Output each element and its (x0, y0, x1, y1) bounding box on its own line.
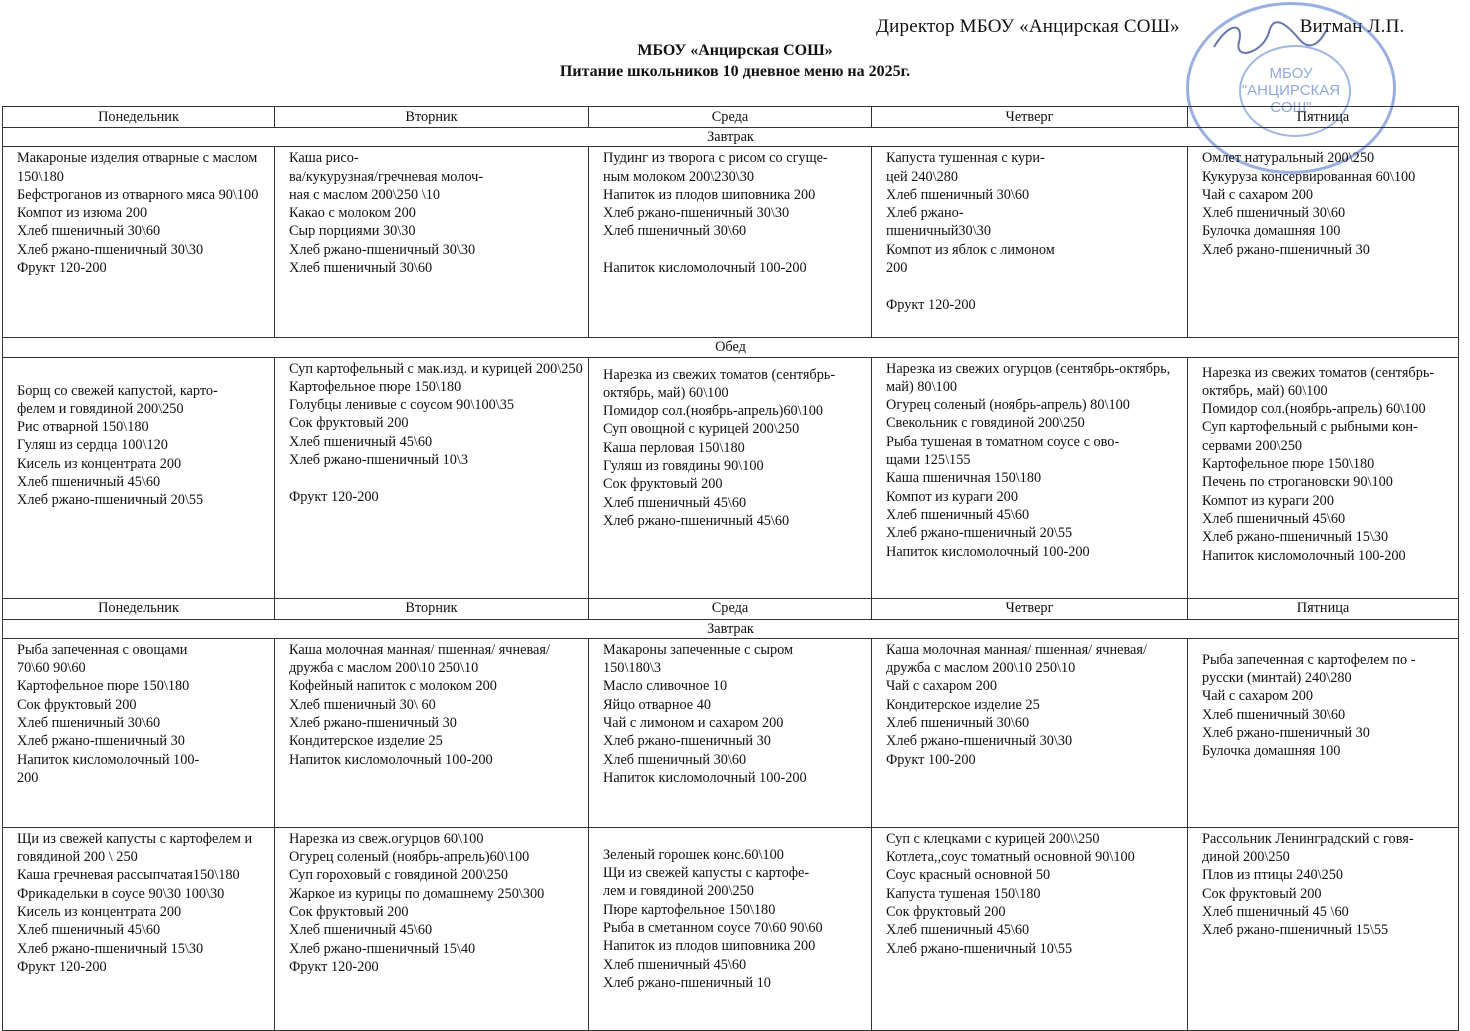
day-header: Вторник (275, 107, 589, 128)
meal-header-breakfast: Завтрак (3, 619, 1459, 638)
day-header: Понедельник (3, 598, 275, 619)
menu-cell: Борщ со свежей капустой, карто- фелем и говядиной 200\250 Рис отварной 150\180 Гуляш из сердца 100\120 Кисель из концентрата 200 Хлеб пшеничный 45\60 Хлеб ржано-пшеничный 20\55 (3, 357, 275, 598)
menu-cell: Нарезка из свежих огурцов (сентябрь-октябрь, май) 80\100 Огурец соленый (ноябрь-апрель) 80\100 Свекольник с говядиной 200\250 Рыба тушеная в томатном соусе с ово- щами 125\155 Каша пшеничная 150\180 Компот из кураги 200 Хлеб пшеничный 45\60 Хлеб ржано-пшеничный 20\55 Напиток кисломолочный 100-200 (872, 357, 1188, 598)
day-header: Четверг (872, 598, 1188, 619)
week2-lunch-row (3, 827, 1459, 1030)
menu-cell: Каша рисо- ва/кукурузная/гречневая молоч- ная с маслом 200\250 \10 Какао с молоком 200 Сыр порциями 30\30 Хлеб ржано-пшеничный 30\30 Хлеб пшеничный 30\60 (275, 147, 589, 338)
menu-cell: Макароные изделия отварные с маслом 150\180 Бефстроганов из отварного мяса 90\100 Компот из изюма 200 Хлеб пшеничный 30\60 Хлеб ржано-пшеничный 30\30 Фрукт 120-200 (3, 147, 275, 338)
day-header-row (3, 107, 1459, 128)
menu-cell: Рыба запеченная с овощами 70\60 90\60 Картофельное пюре 150\180 Сок фруктовый 200 Хлеб пшеничный 30\60 Хлеб ржано-пшеничный 30 Напиток кисломолочный 100- 200 (3, 638, 275, 827)
day-header: Пятница (1188, 107, 1459, 128)
day-header-row (3, 598, 1459, 619)
meal-header-lunch: Обед (3, 338, 1459, 357)
approval-text: Директор МБОУ «Анцирская СОШ» (876, 16, 1180, 37)
day-header: Понедельник (3, 107, 275, 128)
menu-cell: Пудинг из творога с рисом со сгуще- ным молоком 200\230\30 Напиток из плодов шиповника 200 Хлеб ржано-пшеничный 30\30 Хлеб пшеничный 30\60 Напиток кисломолочный 100-200 (589, 147, 872, 338)
menu-cell: Нарезка из свежих томатов (сентябрь-октябрь, май) 60\100 Помидор сол.(ноябрь-апрель)60\100 Суп овощной с курицей 200\250 Каша перловая 150\180 Гуляш из говядины 90\100 Сок фруктовый 200 Хлеб пшеничный 45\60 Хлеб ржано-пшеничный 45\60 (589, 357, 872, 598)
document-title (0, 40, 1470, 82)
meal-header-breakfast: Завтрак (3, 128, 1459, 147)
menu-cell: Зеленый горошек конс.60\100 Щи из свежей капусты с картофе- лем и говядиной 200\250 Пюре картофельное 150\180 Рыба в сметанном соусе 70\60 90\60 Напиток из плодов шиповника 200 Хлеб пшеничный 45\60 Хлеб ржано-пшеничный 10 (589, 827, 872, 1030)
menu-cell: Макароны запеченные с сыром 150\180\3 Масло сливочное 10 Яйцо отварное 40 Чай с лимоном и сахаром 200 Хлеб ржано-пшеничный 30 Хлеб пшеничный 30\60 Напиток кисломолочный 100-200 (589, 638, 872, 827)
day-header: Среда (589, 107, 872, 128)
menu-cell: Суп с клецками с курицей 200\\250 Котлета,,соус томатный основной 90\100 Соус красный основной 50 Капуста тушеная 150\180 Сок фруктовый 200 Хлеб пшеничный 45\60 Хлеб ржано-пшеничный 10\55 (872, 827, 1188, 1030)
menu-cell: Рыба запеченная с картофелем по - русски (минтай) 240\280 Чай с сахаром 200 Хлеб пшеничный 30\60 Хлеб ржано-пшеничный 30 Булочка домашняя 100 (1188, 638, 1459, 827)
menu-cell: Нарезка из свеж.огурцов 60\100 Огурец соленый (ноябрь-апрель)60\100 Суп гороховый с говядиной 200\250 Жаркое из курицы по домашнему 250\300 Сок фруктовый 200 Хлеб пшеничный 45\60 Хлеб ржано-пшеничный 15\40 Фрукт 120-200 (275, 827, 589, 1030)
day-header: Пятница (1188, 598, 1459, 619)
menu-cell: Щи из свежей капусты с картофелем и говядиной 200 \ 250 Каша гречневая рассыпчатая150\180 Фрикадельки в соусе 90\30 100\30 Кисель из концентрата 200 Хлеб пшеничный 45\60 Хлеб ржано-пшеничный 15\30 Фрукт 120-200 (3, 827, 275, 1030)
menu-cell: Суп картофельный с мак.изд. и курицей 200\250 Картофельное пюре 150\180 Голубцы ленивые с соусом 90\100\35 Сок фруктовый 200 Хлеб пшеничный 45\60 Хлеб ржано-пшеничный 10\3 Фрукт 120-200 (275, 357, 589, 598)
director-name: Витман Л.П. (1299, 16, 1405, 37)
menu-cell: Каша молочная манная/ пшенная/ ячневая/ дружба с маслом 200\10 250\10 Кофейный напиток с молоком 200 Хлеб пшеничный 30\ 60 Хлеб ржано-пшеничный 30 Кондитерское изделие 25 Напиток кисломолочный 100-200 (275, 638, 589, 827)
week2-breakfast-row (3, 638, 1459, 827)
school-name: МБОУ «Анцирская СОШ» (637, 42, 833, 59)
menu-cell: Омлет натуральный 200\250 Кукуруза консервированная 60\100 Чай с сахаром 200 Хлеб пшеничный 30\60 Булочка домашняя 100 Хлеб ржано-пшеничный 30 (1188, 147, 1459, 338)
menu-title: Питание школьников 10 дневное меню на 2025г. (559, 63, 911, 80)
week1-breakfast-row (3, 147, 1459, 338)
menu-cell: Рассольник Ленинградский с говя- диной 200\250 Плов из птицы 240\250 Сок фруктовый 200 Хлеб пшеничный 45 \60 Хлеб ржано-пшеничный 15\55 (1188, 827, 1459, 1030)
week1-lunch-row (3, 357, 1459, 598)
day-header: Среда (589, 598, 872, 619)
menu-table (2, 106, 1459, 1031)
day-header: Четверг (872, 107, 1188, 128)
menu-cell: Капуста тушенная с кури- цей 240\280 Хлеб пшеничный 30\60 Хлеб ржано- пшеничный30\30 Компот из яблок с лимоном 200 Фрукт 120-200 (872, 147, 1188, 338)
menu-cell: Нарезка из свежих томатов (сентябрь-октябрь, май) 60\100 Помидор сол.(ноябрь-апрель) 60\100 Суп картофельный с рыбными кон- сервами 200\250 Картофельное пюре 150\180 Печень по строгановски 90\100 Компот из кураги 200 Хлеб пшеничный 45\60 Хлеб ржано-пшеничный 15\30 Напиток кисломолочный 100-200 (1188, 357, 1459, 598)
menu-cell: Каша молочная манная/ пшенная/ ячневая/ дружба с маслом 200\10 250\10 Чай с сахаром 200 Кондитерское изделие 25 Хлеб пшеничный 30\60 Хлеб ржано-пшеничный 30\30 Фрукт 100-200 (872, 638, 1188, 827)
day-header: Вторник (275, 598, 589, 619)
seal-text: МБОУ "АНЦИРСКАЯ СОШ" (1241, 65, 1341, 116)
